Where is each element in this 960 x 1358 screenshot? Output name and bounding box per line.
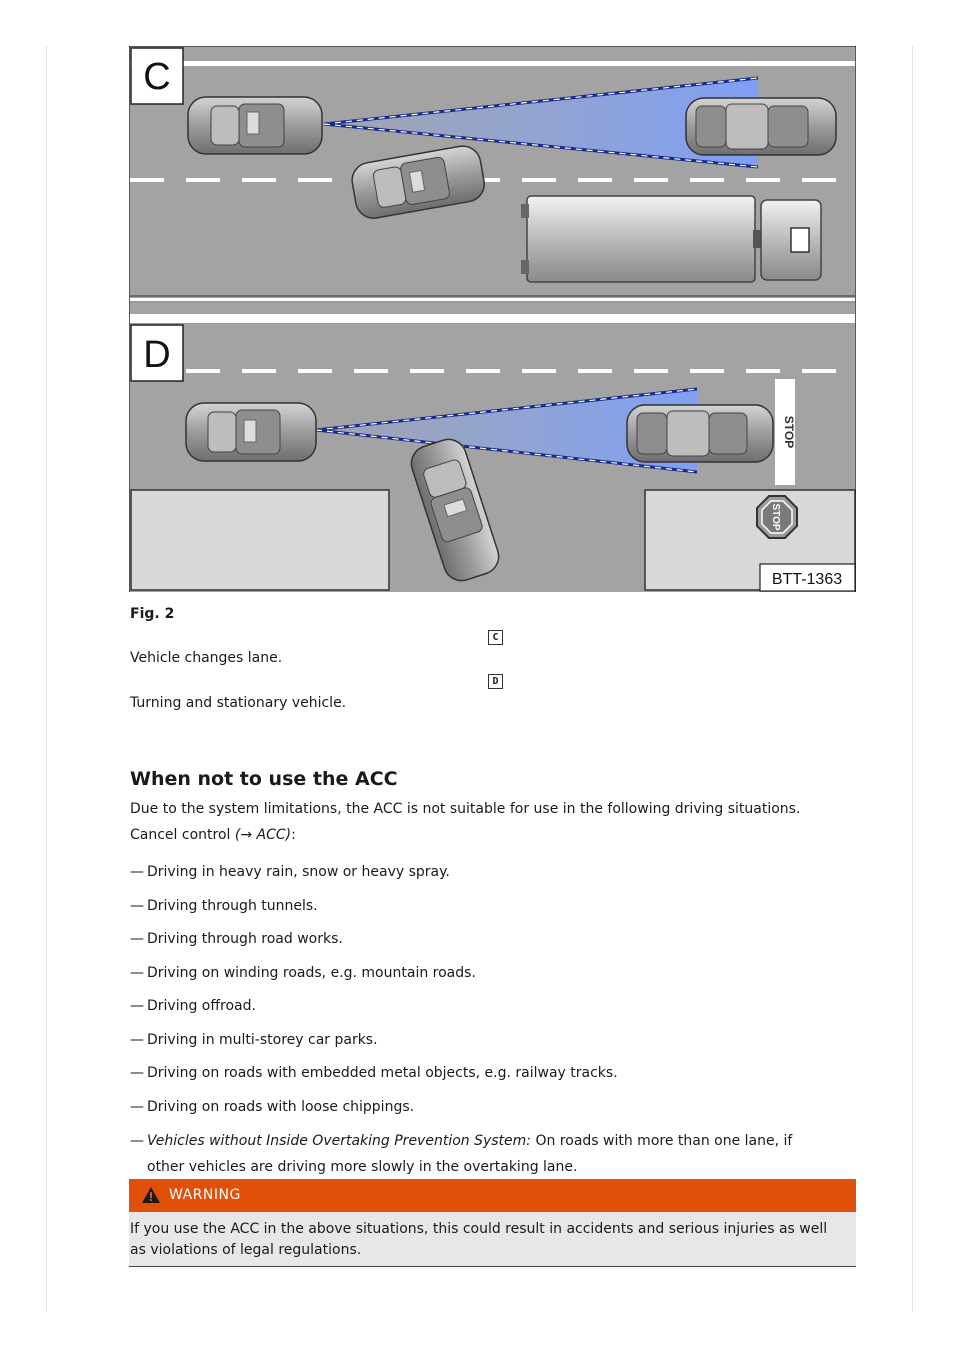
warning-title: WARNING (169, 1187, 241, 1203)
legend-text-d: Turning and stationary vehicle. (130, 695, 347, 711)
intro-paragraph: Due to the system limitations, the ACC is not suitable for use in the following driving situations. (130, 801, 801, 817)
warning-text: If you use the ACC in the above situations, this could result in accidents and serious injuries as well as violations of legal regulations. (130, 1221, 828, 1258)
list-item: — Driving offroad. (130, 998, 256, 1014)
cancel-prefix: Cancel control (130, 827, 231, 843)
ego-car-c (188, 97, 322, 154)
legend-key-c: C (488, 630, 503, 645)
panel-d (130, 303, 855, 592)
list-item: — Driving through tunnels. (130, 897, 318, 914)
figure-label: Fig. 2 (130, 606, 175, 622)
warning-body (129, 1212, 856, 1267)
list-item: — Driving on roads with embedded metal objects, e.g. railway tracks. (130, 1065, 618, 1081)
page-margin-right-rule (912, 46, 913, 1312)
bullet-italic-lead: Vehicles without Inside Overtaking Prevention System: (147, 1133, 532, 1149)
legend-text-c: Vehicle changes lane. (130, 650, 283, 666)
stop-sign (757, 496, 797, 538)
ego-car-d (186, 403, 316, 461)
cancel-suffix: : (291, 827, 296, 843)
acc-illustration (129, 46, 856, 592)
truck (521, 196, 821, 282)
panel-c-letter: C (143, 56, 171, 98)
figure-code: BTT-1363 (771, 571, 843, 588)
list-item: — Driving on roads with loose chippings. (130, 1098, 415, 1115)
cancel-control-line (130, 827, 296, 843)
panel-d-letter: D (143, 334, 171, 376)
stop-sign-text: STOP (770, 503, 781, 531)
legend-key-d: D (488, 674, 503, 689)
limitations-list (130, 856, 850, 1180)
list-item: — Driving through road works. (130, 931, 343, 947)
stationary-car (627, 405, 773, 462)
panel-c (130, 47, 855, 302)
warning-header (129, 1179, 856, 1212)
target-car-c (686, 98, 836, 155)
section-heading: When not to use the ACC (130, 768, 398, 790)
list-item: — Driving in multi-storey car parks. (130, 1031, 378, 1048)
list-item: — Driving on winding roads, e.g. mountain roads. (130, 964, 476, 981)
stop-road-marking: STOP (782, 415, 796, 449)
page-margin-left-rule (46, 46, 47, 1312)
acc-cross-reference[interactable]: (→ ACC) (234, 827, 292, 843)
list-item: — Vehicles without Inside Overtaking Prevention System: On roads with more than one lane, if other vehicles are driving more slowly in the overtaking lane. (130, 1133, 793, 1175)
warning-icon (141, 1186, 161, 1204)
list-item: — Driving in heavy rain, snow or heavy spray. (130, 864, 450, 880)
